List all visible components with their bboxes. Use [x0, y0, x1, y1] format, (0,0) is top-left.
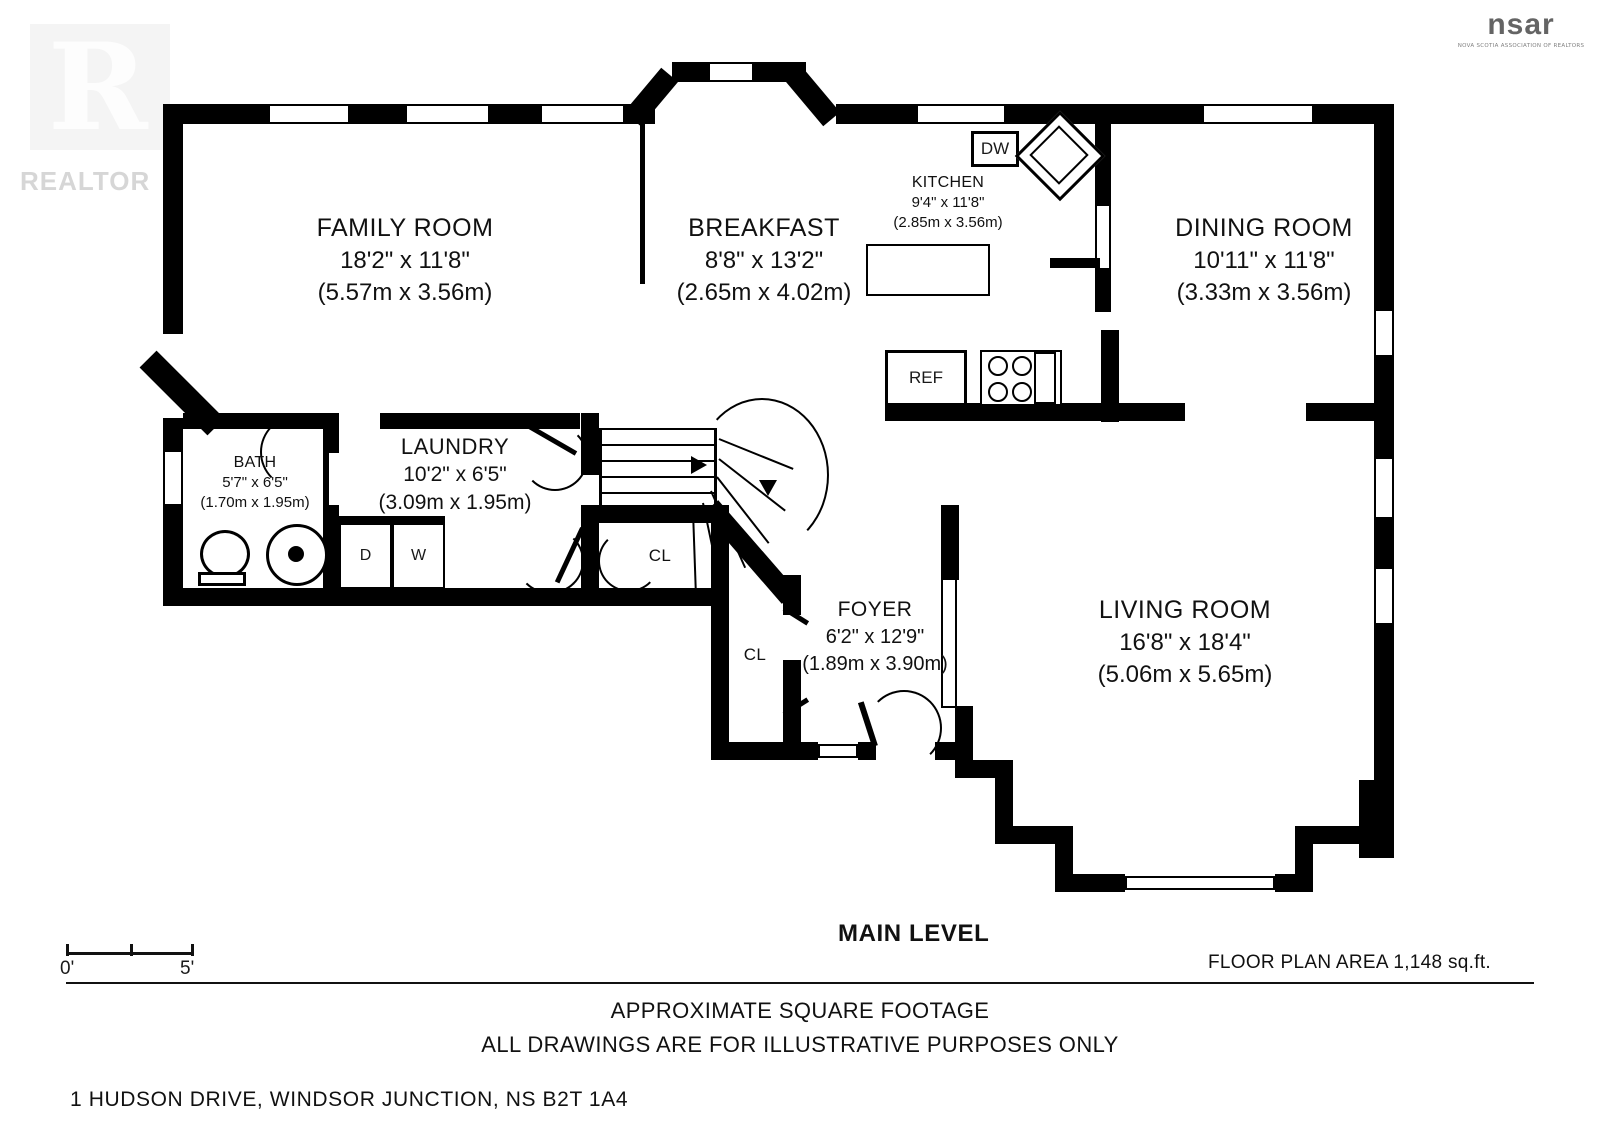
wall-living-step-2v: [995, 760, 1013, 826]
toilet-fixture: [200, 530, 250, 578]
wall-living-step-7v: [1359, 780, 1377, 842]
window-top-1: [268, 104, 350, 124]
range-burner-3: [1012, 356, 1032, 376]
property-address: 1 HUDSON DRIVE, WINDSOR JUNCTION, NS B2T 1A4: [70, 1088, 629, 1111]
scale-tick-end: [191, 944, 194, 956]
room-dimensions-metric: (3.09m x 1.95m): [378, 491, 532, 515]
range-burner-4: [1012, 382, 1032, 402]
washer-label: W: [410, 547, 427, 564]
realtor-logo-letter: R: [48, 17, 148, 158]
room-dimensions-metric: (1.89m x 3.90m): [802, 652, 948, 675]
room-label-bath: [170, 452, 340, 513]
scale-tick-start: [66, 944, 69, 956]
window-bay-top: [708, 62, 754, 82]
room-dimensions-imperial: 6'2" x 12'9": [825, 625, 925, 648]
wall-right-4: [1374, 519, 1394, 567]
stair-tread: [599, 508, 717, 510]
room-dimensions-metric: (2.85m x 3.56m): [893, 214, 1003, 232]
wall-bath-bottom: [163, 588, 523, 606]
wall-foyer-bottom-1: [711, 742, 783, 760]
refrigerator-label: REF: [909, 368, 943, 387]
wall-right-5: [1374, 625, 1394, 855]
front-door-arc: [866, 690, 942, 766]
room-dimensions-metric: (3.33m x 3.56m): [1176, 279, 1352, 307]
room-dimensions-imperial: 10'11" x 11'8": [1193, 247, 1335, 275]
window-living-bottom: [1125, 876, 1275, 890]
dishwasher-appliance: [971, 131, 1019, 167]
room-dimensions-imperial: 9'4" x 11'8": [911, 194, 985, 212]
wall-living-step-8: [1359, 840, 1394, 858]
floor-area-text: FLOOR PLAN AREA 1,148 sq.ft.: [1208, 952, 1491, 973]
nsar-wordmark: nsar: [1487, 8, 1555, 41]
level-title: MAIN LEVEL: [838, 920, 990, 947]
wall-living-left-upper: [941, 505, 959, 580]
stair-direction-arrow-up: [691, 456, 707, 474]
disclaimer-line-2: ALL DRAWINGS ARE FOR ILLUSTRATIVE PURPOSES ONLY: [481, 1032, 1119, 1057]
room-dimensions-imperial: 10'2" x 6'5": [403, 463, 507, 487]
wall-left-2: [163, 418, 183, 450]
toilet-tank: [198, 572, 246, 586]
window-right-2: [1374, 457, 1394, 519]
washer-appliance: [392, 523, 445, 589]
window-right-3: [1374, 567, 1394, 625]
wall-top-left-2: [350, 104, 405, 124]
room-name: DINING ROOM: [1175, 214, 1353, 242]
range-burner-2: [988, 382, 1008, 402]
sink-drain-bath: [288, 546, 304, 562]
room-dimensions-imperial: 16'8" x 18'4": [1119, 629, 1251, 657]
window-top-4: [916, 104, 1006, 124]
wall-bay-right-diagonal: [786, 68, 840, 127]
room-name: FAMILY ROOM: [316, 214, 494, 242]
room-dimensions-imperial: 5'7" x 6'5": [222, 474, 288, 492]
room-dimensions-metric: (2.65m x 4.02m): [676, 279, 852, 307]
room-name: LAUNDRY: [400, 434, 510, 459]
room-dimensions-imperial: 18'2" x 11'8": [340, 247, 470, 275]
range-backsplash: [1034, 352, 1056, 404]
wall-living-bottom-left: [1055, 874, 1125, 892]
refrigerator-appliance: [885, 350, 967, 406]
dishwasher-label: DW: [980, 139, 1010, 158]
wall-top-left-3: [490, 104, 540, 124]
counter-kitchen-island-edge: [1050, 258, 1100, 268]
sidelight-foyer: [818, 744, 858, 758]
staircase: [599, 428, 781, 596]
disclaimer-line-1: APPROXIMATE SQUARE FOOTAGE: [610, 998, 990, 1023]
closet-label-upper: CL: [648, 546, 672, 565]
room-label-kitchen: [848, 172, 1048, 233]
room-dimensions-metric: (1.70m x 1.95m): [200, 494, 310, 512]
realtor-wordmark: REALTOR: [20, 166, 151, 196]
room-dimensions-metric: (5.06m x 5.65m): [1097, 661, 1273, 689]
room-name: BATH: [233, 454, 277, 471]
wall-stair-left-lower: [581, 505, 599, 605]
stair-stringer-left: [599, 428, 602, 510]
room-label-living-room: [1025, 594, 1345, 691]
scale-tick-mid: [130, 944, 133, 956]
wall-top-right-3: [1110, 104, 1202, 124]
nsar-watermark: [1456, 8, 1586, 64]
footer-divider: [66, 982, 1534, 984]
stair-tread: [599, 428, 717, 430]
scale-label-start: 0': [60, 958, 75, 979]
closet-label-lower: CL: [743, 645, 767, 664]
stair-curve-outer: [695, 398, 829, 552]
scale-label-end: 5': [180, 958, 195, 979]
wall-top-right-1: [836, 104, 916, 124]
wall-dining-bottom: [1306, 403, 1394, 421]
room-dimensions-metric: (5.57m x 3.56m): [317, 279, 493, 307]
room-label-dining-room: [1104, 212, 1424, 309]
dryer-appliance: [339, 523, 392, 589]
window-top-5: [1202, 104, 1314, 124]
wall-bay-top-left: [672, 62, 712, 82]
room-label-laundry: [330, 432, 580, 517]
window-right-1: [1374, 309, 1394, 357]
window-top-3: [540, 104, 625, 124]
room-name: BREAKFAST: [688, 214, 840, 242]
window-top-2: [405, 104, 490, 124]
counter-kitchen-right: [1095, 124, 1111, 204]
nsar-subtitle: NOVA SCOTIA ASSOCIATION OF REALTORS: [1457, 43, 1585, 49]
wall-living-left-lower: [955, 706, 973, 762]
stair-direction-arrow-down: [759, 480, 777, 496]
room-label-family-room: [245, 212, 565, 309]
room-name: FOYER: [837, 598, 913, 621]
room-name: KITCHEN: [911, 174, 985, 191]
range-burner-1: [988, 356, 1008, 376]
dryer-label: D: [359, 547, 372, 564]
room-dimensions-imperial: 8'8" x 13'2": [704, 247, 824, 275]
wall-right-2: [1374, 357, 1394, 405]
room-name: LIVING ROOM: [1098, 596, 1272, 624]
wall-left-1: [163, 104, 183, 334]
realtor-watermark: [8, 6, 188, 196]
